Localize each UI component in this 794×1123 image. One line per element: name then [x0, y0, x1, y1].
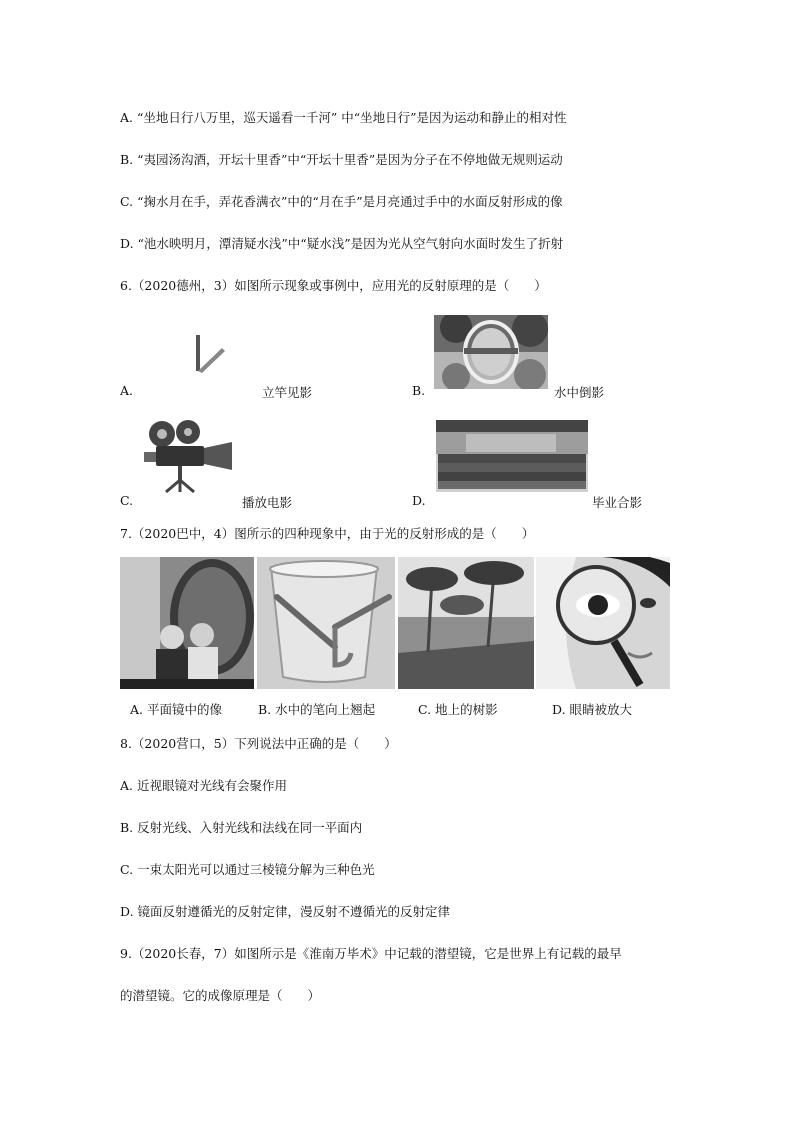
q8-stem: 8.（2020营口，5）下列说法中正确的是（ ）	[120, 736, 397, 751]
q5-option-a: A. “坐地日行八万里，巡天遥看一千河” 中“坐地日行”是因为运动和静止的相对性	[120, 110, 567, 125]
q9-stem-line1: 9.（2020长春，7）如图所示是《淮南万毕术》中记载的潜望镜，它是世界上有记载的最早	[120, 946, 622, 961]
q6-option-d-letter: D.	[412, 493, 426, 508]
graduation-photo-image	[436, 420, 588, 492]
q8-option-b: B. 反射光线、入射光线和法线在同一平面内	[120, 820, 363, 835]
q5-option-b: B. “夷园汤沟酒，开坛十里香”中“开坛十里香”是因为分子在不停地做无规则运动	[120, 152, 563, 167]
q6-option-a-letter: A.	[120, 383, 134, 398]
magnifier-eye-photo	[536, 557, 670, 689]
q8-option-c: C. 一束太阳光可以通过三棱镜分解为三种色光	[120, 862, 375, 877]
pen-in-water-photo	[257, 557, 395, 689]
q6-option-b-caption: 水中倒影	[554, 385, 605, 400]
q7-stem: 7.（2020巴中，4）图所示的四种现象中，由于光的反射形成的是（ ）	[120, 526, 535, 541]
q8-option-a: A. 近视眼镜对光线有会聚作用	[120, 778, 287, 793]
film-projector-image	[140, 418, 236, 493]
q6-option-b-letter: B.	[412, 383, 426, 398]
q6-option-a-caption: 立竿见影	[262, 385, 313, 400]
q5-option-c: C. “掬水月在手，弄花香满衣”中的“月在手”是月亮通过手中的水面反射形成的像	[120, 194, 563, 209]
water-reflection-image	[434, 315, 548, 389]
q7-caption-c: C. 地上的树影	[418, 702, 498, 717]
mirror-image-photo	[120, 557, 254, 689]
q6-option-c-letter: C.	[120, 493, 134, 508]
q9-stem-line2: 的潜望镜。它的成像原理是（ ）	[120, 988, 321, 1003]
q6-option-d-caption: 毕业合影	[592, 495, 643, 510]
q5-option-d: D. “池水映明月，潭清疑水浅”中“疑水浅”是因为光从空气射向水面时发生了折射	[120, 236, 564, 251]
q7-caption-d: D. 眼睛被放大	[552, 702, 633, 717]
pole-shadow-image	[188, 330, 228, 375]
q7-caption-b: B. 水中的笔向上翘起	[258, 702, 376, 717]
q7-caption-a: A. 平面镜中的像	[130, 702, 222, 717]
tree-shadow-photo	[398, 557, 534, 689]
q6-option-c-caption: 播放电影	[242, 495, 293, 510]
q8-option-d: D. 镜面反射遵循光的反射定律，漫反射不遵循光的反射定律	[120, 904, 451, 919]
q6-stem: 6.（2020德州，3）如图所示现象或事例中，应用光的反射原理的是（ ）	[120, 278, 547, 293]
